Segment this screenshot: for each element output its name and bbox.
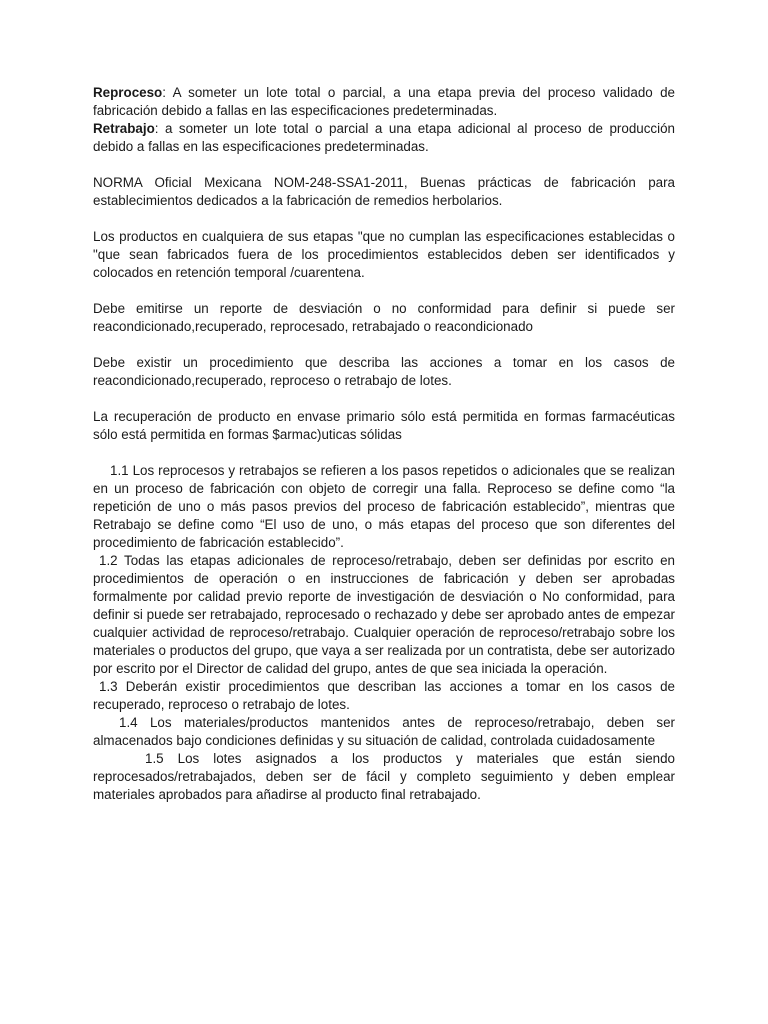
paragraph-procedimiento: Debe existir un procedimiento que describa las acciones a tomar en los casos de reacondicionado,recuperado, reproceso o retrabajo de lotes.: [93, 355, 675, 388]
definition-reproceso-text: : A someter un lote total o parcial, a una etapa previa del proceso validado de fabricación debido a fallas en las especificaciones predeterminadas.: [93, 85, 675, 118]
term-retrabajo: Retrabajo: [93, 121, 155, 136]
paragraph-productos: Los productos en cualquiera de sus etapas "que no cumplan las especificaciones establecidas o "que sean fabricados fuera de los procedimientos establecidos deben ser identificados y colocados en retención temporal /cuarentena.: [93, 229, 675, 280]
paragraph-reporte: Debe emitirse un reporte de desviación o no conformidad para definir si puede ser reacondicionado,recuperado, reprocesado, retrabajado o reacondicionado: [93, 301, 675, 334]
paragraph-recuperacion: La recuperación de producto en envase primario sólo está permitida en formas farmacéuticas sólo está permitida en formas $armac)uticas sólidas: [93, 409, 675, 442]
spacer: [93, 444, 675, 462]
definition-reproceso: [93, 84, 675, 120]
spacer: [93, 336, 675, 354]
section-1-2: 1.2 Todas las etapas adicionales de reproceso/retrabajo, deben ser definidas por escrito en procedimientos de operación o en instrucciones de fabricación y deben ser aprobadas formalmente por calidad previo reporte de investigación de desviación o No conformidad, para definir si puede ser retrabajado, reprocesado o rechazado y debe ser aprobado antes de empezar cualquier actividad de reproceso/retrabajo. Cualquier operación de reproceso/retrabajo sobre los materiales o productos del grupo, que vaya a ser realizada por un contratista, debe ser autorizado por escrito por el Director de calidad del grupo, antes de que sea iniciada la operación.: [93, 553, 675, 676]
spacer: [93, 210, 675, 228]
spacer: [93, 282, 675, 300]
definition-retrabajo: [93, 120, 675, 156]
section-1-3: 1.3 Deberán existir procedimientos que describan las acciones a tomar en los casos de recuperado, reproceso o retrabajo de lotes.: [93, 679, 675, 712]
definition-retrabajo-text: : a someter un lote total o parcial a una etapa adicional al proceso de producción debido a fallas en las especificaciones predeterminadas.: [93, 121, 675, 154]
spacer: [93, 390, 675, 408]
spacer: [93, 156, 675, 174]
section-1-1: 1.1 Los reprocesos y retrabajos se refieren a los pasos repetidos o adicionales que se realizan en un proceso de fabricación con objeto de corregir una falla. Reproceso se define como “la repetición de uno o más pasos previos del proceso de fabricación establecido”, mientras que Retrabajo se define como “El uso de uno, o más etapas del proceso que son diferentes del procedimiento de fabricación establecido”.: [93, 463, 675, 550]
section-1-4: 1.4 Los materiales/productos mantenidos antes de reproceso/retrabajo, deben ser almacenados bajo condiciones definidas y su situación de calidad, controlada cuidadosamente: [93, 715, 675, 748]
term-reproceso: Reproceso: [93, 85, 163, 100]
section-1-5: 1.5 Los lotes asignados a los productos y materiales que están siendo reprocesados/retrabajados, deben ser de fácil y completo seguimiento y deben emplear materiales aprobados para añadirse al producto final retrabajado.: [93, 751, 675, 802]
norma-reference: NORMA Oficial Mexicana NOM-248-SSA1-2011, Buenas prácticas de fabricación para establecimientos dedicados a la fabricación de remedios herbolarios.: [93, 175, 675, 208]
